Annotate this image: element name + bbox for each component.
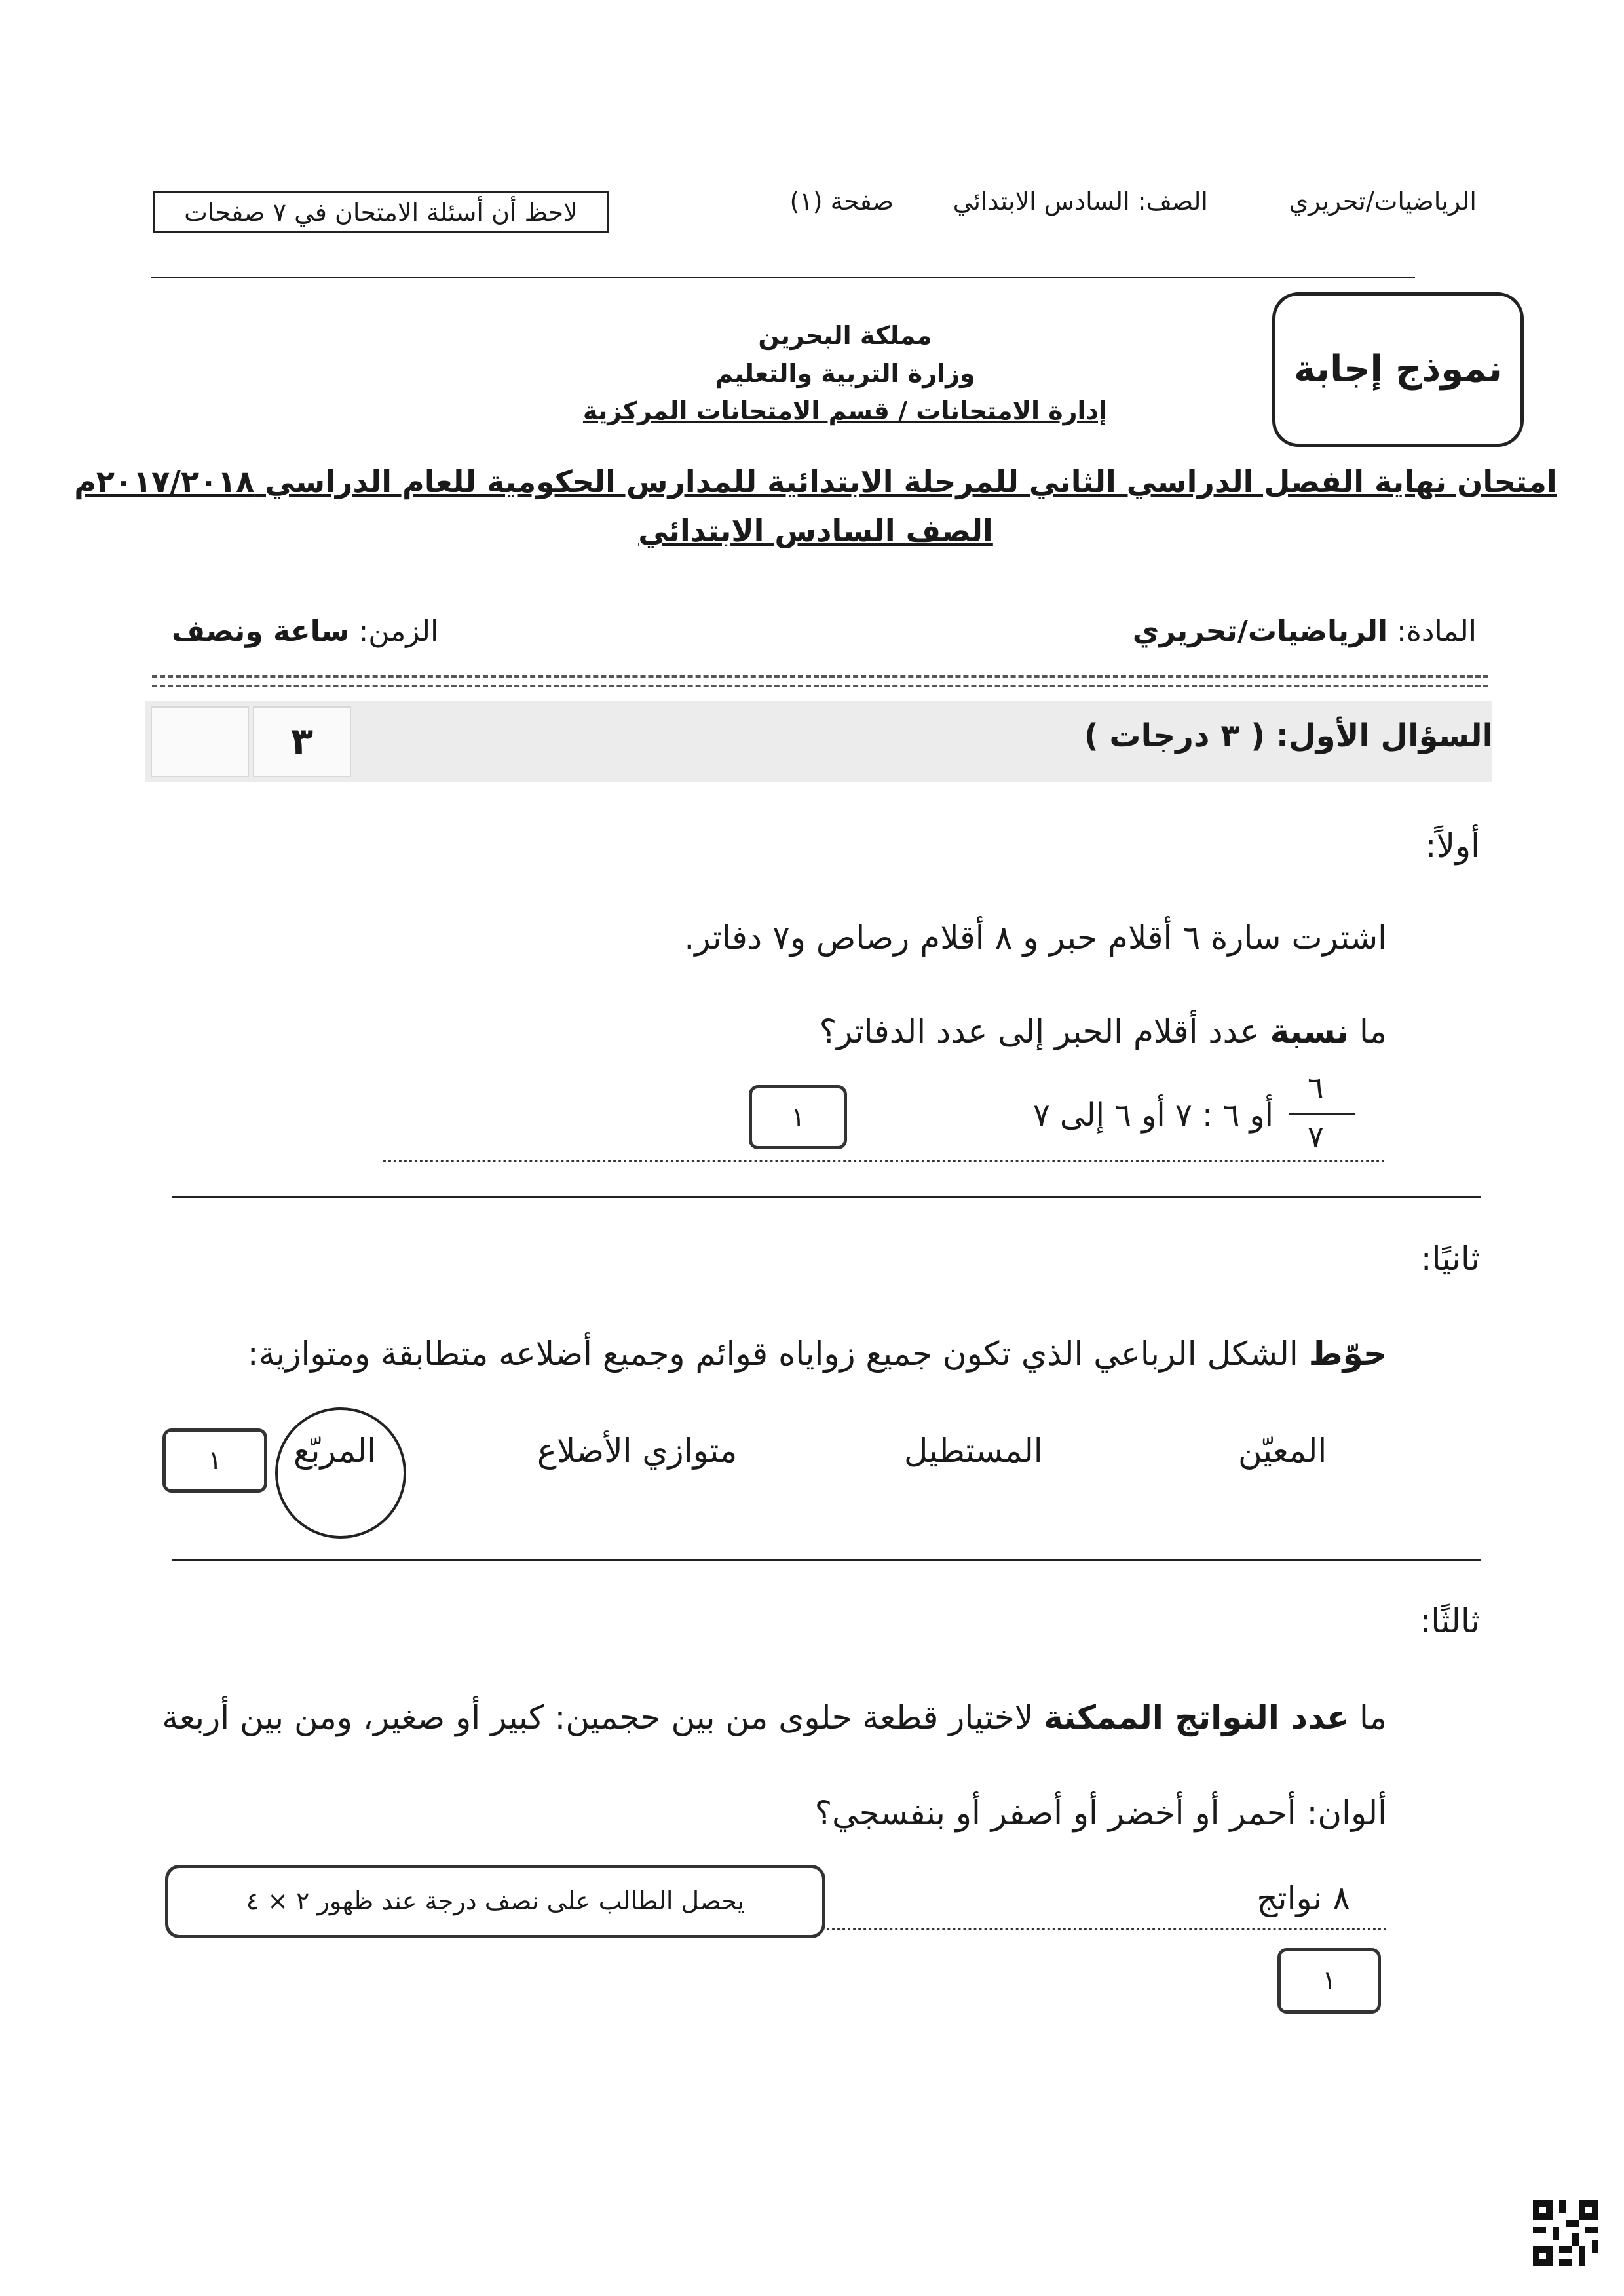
dashed-divider-2 <box>152 685 1488 687</box>
part-1-question-keyword: نسبة <box>1270 1012 1350 1050</box>
part-1-label: أولاً: <box>1425 827 1480 865</box>
part-2-divider <box>172 1559 1481 1561</box>
part-2-mark-box: ١ <box>162 1428 267 1493</box>
part-3-question-keyword: عدد النواتج الممكنة <box>1044 1698 1350 1736</box>
part-3-question-rest: لاختيار قطعة حلوى من بين حجمين: كبير أو صغير، ومن بين أربعة <box>162 1698 1034 1736</box>
part-2-question-rest: الشكل الرباعي الذي تكون جميع زواياه قوائم وجميع أضلاعه متطابقة ومتوازية: <box>247 1335 1298 1373</box>
model-answer-stamp: نموذج إجابة <box>1272 292 1524 447</box>
part-3-label: ثالثًا: <box>1420 1602 1480 1640</box>
part-3-answer-line <box>827 1928 1387 1930</box>
question-1-heading: السؤال الأول: ( ٣ درجات ) <box>1084 718 1493 754</box>
ministry-country: مملكة البحرين <box>758 321 932 350</box>
part-3-answer: ٨ نواتج <box>1256 1879 1350 1917</box>
time-value: ساعة ونصف <box>172 615 350 648</box>
part-1-divider <box>172 1196 1481 1198</box>
header-subject: الرياضيات/تحريري <box>1289 187 1477 216</box>
subject-field <box>1133 615 1477 648</box>
part-3-question-line-1 <box>162 1698 1387 1736</box>
option-rectangle[interactable]: المستطيل <box>904 1432 1043 1470</box>
part-1-answer-alternatives: أو ٦ : ٧ أو ٦ إلى ٧ <box>1032 1097 1274 1134</box>
header-divider <box>151 277 1415 278</box>
part-1-mark-box: ١ <box>749 1085 847 1149</box>
fraction-denominator: ٧ <box>1308 1119 1324 1155</box>
part-3-question-line-2: ألوان: أحمر أو أخضر أو أصفر أو بنفسجي؟ <box>814 1794 1387 1832</box>
qr-code-icon <box>1533 2200 1598 2266</box>
part-3-mark-box: ١ <box>1277 1948 1381 2014</box>
part-3-question-prefix: ما <box>1359 1698 1387 1736</box>
subject-value: الرياضيات/تحريري <box>1132 615 1388 648</box>
header-grade: الصف: السادس الابتدائي <box>953 187 1208 216</box>
dashed-divider-1 <box>152 675 1488 678</box>
grading-note-box: يحصل الطالب على نصف درجة عند ظهور ٢ × ٤ <box>165 1865 825 1938</box>
fraction-bar <box>1289 1113 1355 1115</box>
question-1-score-blank <box>151 706 249 777</box>
exam-grade-line: الصف السادس الابتدائي <box>638 513 993 548</box>
exam-title: امتحان نهاية الفصل الدراسي الثاني للمرحلة الابتدائية للمدارس الحكومية للعام الدراسي ٢٠١٧/٢٠١٨م <box>74 464 1557 499</box>
option-square[interactable]: المربّع <box>293 1432 377 1470</box>
option-rhombus[interactable]: المعيّن <box>1238 1432 1327 1470</box>
header-page: صفحة (١) <box>789 187 894 216</box>
part-2-question-keyword: حوّط <box>1308 1335 1387 1373</box>
ministry-department: إدارة الامتحانات / قسم الامتحانات المركزية <box>582 396 1108 425</box>
fraction-numerator: ٦ <box>1308 1070 1324 1105</box>
time-label: الزمن: <box>358 615 439 648</box>
pages-note-box: لاحظ أن أسئلة الامتحان في ٧ صفحات <box>153 191 609 233</box>
part-1-statement: اشترت سارة ٦ أقلام حبر و ٨ أقلام رصاص و٧ دفاتر. <box>684 919 1387 957</box>
ministry-name: وزارة التربية والتعليم <box>715 359 975 388</box>
part-1-question <box>820 1012 1387 1050</box>
question-1-score: ٣ <box>253 706 351 777</box>
subject-label: المادة: <box>1397 615 1477 648</box>
selection-circle <box>275 1407 406 1539</box>
part-1-question-rest: عدد أقلام الحبر إلى عدد الدفاتر؟ <box>819 1012 1260 1050</box>
part-2-question <box>248 1335 1387 1373</box>
option-parallelogram[interactable]: متوازي الأضلاع <box>537 1432 738 1470</box>
part-1-question-prefix: ما <box>1359 1012 1387 1050</box>
time-field <box>172 615 438 648</box>
part-1-answer-line <box>383 1160 1386 1162</box>
part-2-label: ثانيًا: <box>1420 1240 1480 1278</box>
